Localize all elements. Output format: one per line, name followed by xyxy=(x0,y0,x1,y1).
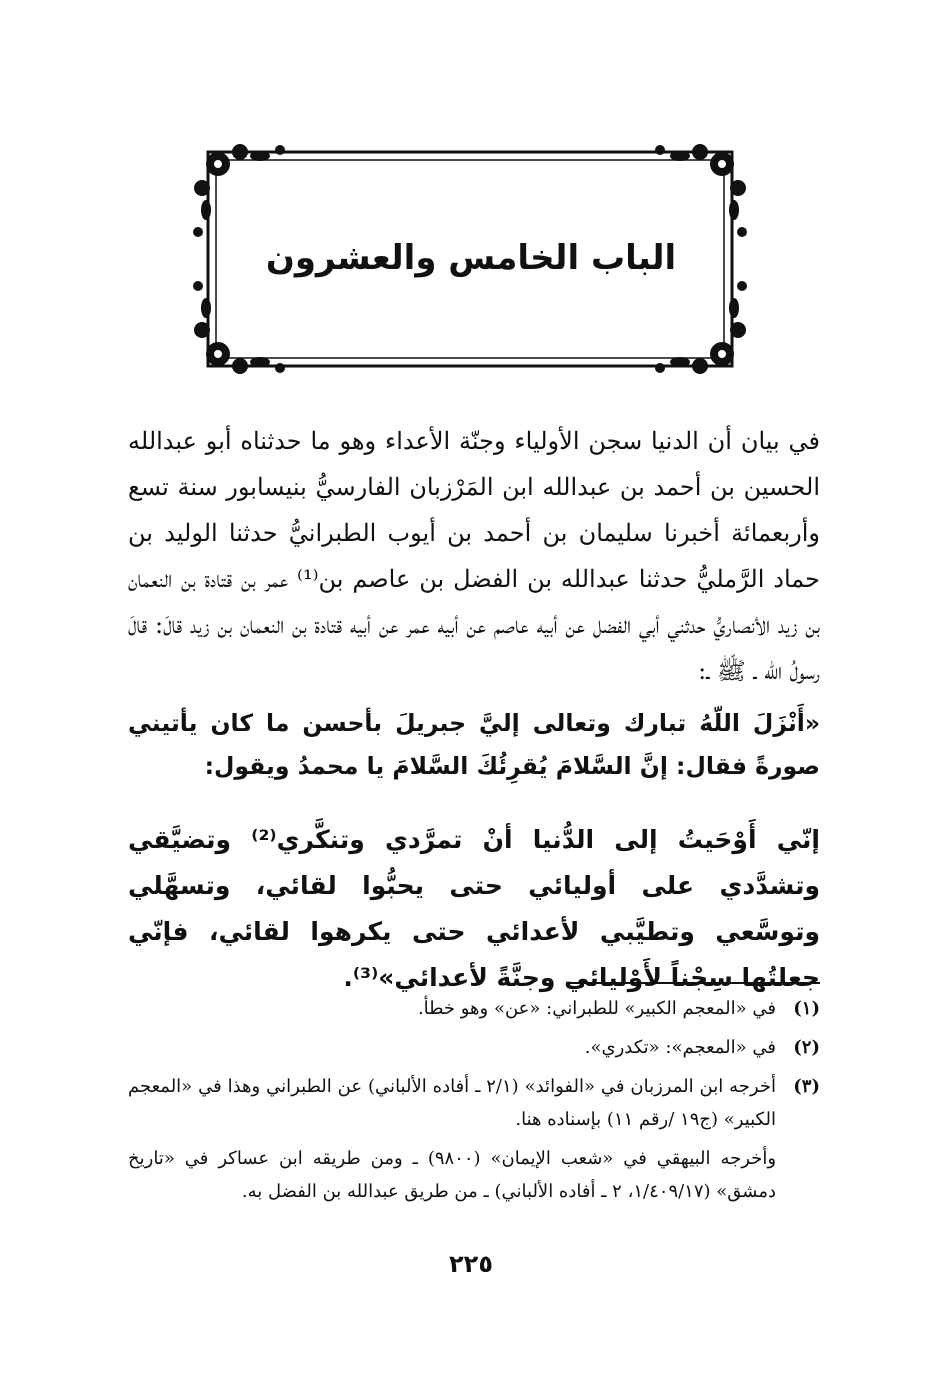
hadith-paragraph-1: «أَنْزَلَ اللّهُ تبارك وتعالى إليَّ جبريلَ بأحسن ما كان يأتيني صورةً فقال: إنَّ السَّلامَ يُقرِئُكَ السَّلامَ يا محمدُ ويقول: xyxy=(128,709,820,780)
footnote-number xyxy=(776,1142,820,1208)
intro-paragraph: في بيان أن الدنيا سجن الأولياء وجنّة الأعداء وهو ما حدثناه أبو عبدالله الحسين بن أحمد بن عبدالله ابن المَرْزبان الفارسيُّ بنيسابور سنة تسع وأربعمائة أخبرنا سليمان بن أحمد بن أيوب الطبرانيُّ حدثنا الوليد بن حماد الرَّمليُّ حدثنا عبدالله بن الفضل بن عاصم بن⁽¹⁾ عمر بن قتادة بن النعمان بن زيد الأنصاريُّ حدثني أبي الفضل عن أبيه عاصم عن أبيه عمر عن أبيه قتادة بن النعمان بن زيد قالَ: قالَ رسولُ الله ـ ﷺ ـ: xyxy=(128,427,820,685)
footnote xyxy=(128,1142,820,1208)
footnote-number: (٢) xyxy=(793,1037,820,1058)
page-number: ٢٢٥ xyxy=(449,1250,493,1278)
footnote-text: في «المعجم الكبير» للطبراني: «عن» وهو خطأ. xyxy=(417,998,776,1019)
footnote-number: (١) xyxy=(793,998,820,1019)
footnote-text: أخرجه ابن المرزبان في «الفوائد» (٢/١ ـ أفاده الألباني) عن الطبراني وهذا في «المعجم الكبير» (ج١٩ /رقم ١١) بإسناده هنا. xyxy=(128,1076,776,1130)
footnote xyxy=(128,992,820,1025)
hadith-paragraph-2: إنّي أَوْحَيتُ إلى الدُّنيا أنْ تمرَّدي وتنكَّري⁽²⁾ وتضيَّقي وتشدَّدي على أوليائي حتى يحبُّوا لقائي، وتسهَّلي وتوسَّعي وتطيَّبي لأعدائي حتى يكرهوا لقائي، فإنّي جعلتُها سِجْناً لأَوْليائي وجنَّةً لأعدائي»⁽³⁾. xyxy=(128,825,820,992)
footnotes xyxy=(128,992,820,1214)
chapter-title: الباب الخامس والعشرون xyxy=(265,238,677,278)
footnote-divider xyxy=(568,982,820,984)
footnote-text: وأخرجه البيهقي في «شعب الإيمان» (٩٨٠٠) ـ ومن طريقه ابن عساكر في «تاريخ دمشق» (١/٤٠٩/١٧، ٢ ـ أفاده الألباني) ـ من طريق عبدالله بن الفضل به. xyxy=(128,1148,777,1202)
footnote xyxy=(128,1070,820,1136)
footnote-number: (٣) xyxy=(793,1076,820,1097)
footnote-text: في «المعجم»: «تكدري». xyxy=(584,1037,776,1058)
footnote xyxy=(128,1031,820,1064)
